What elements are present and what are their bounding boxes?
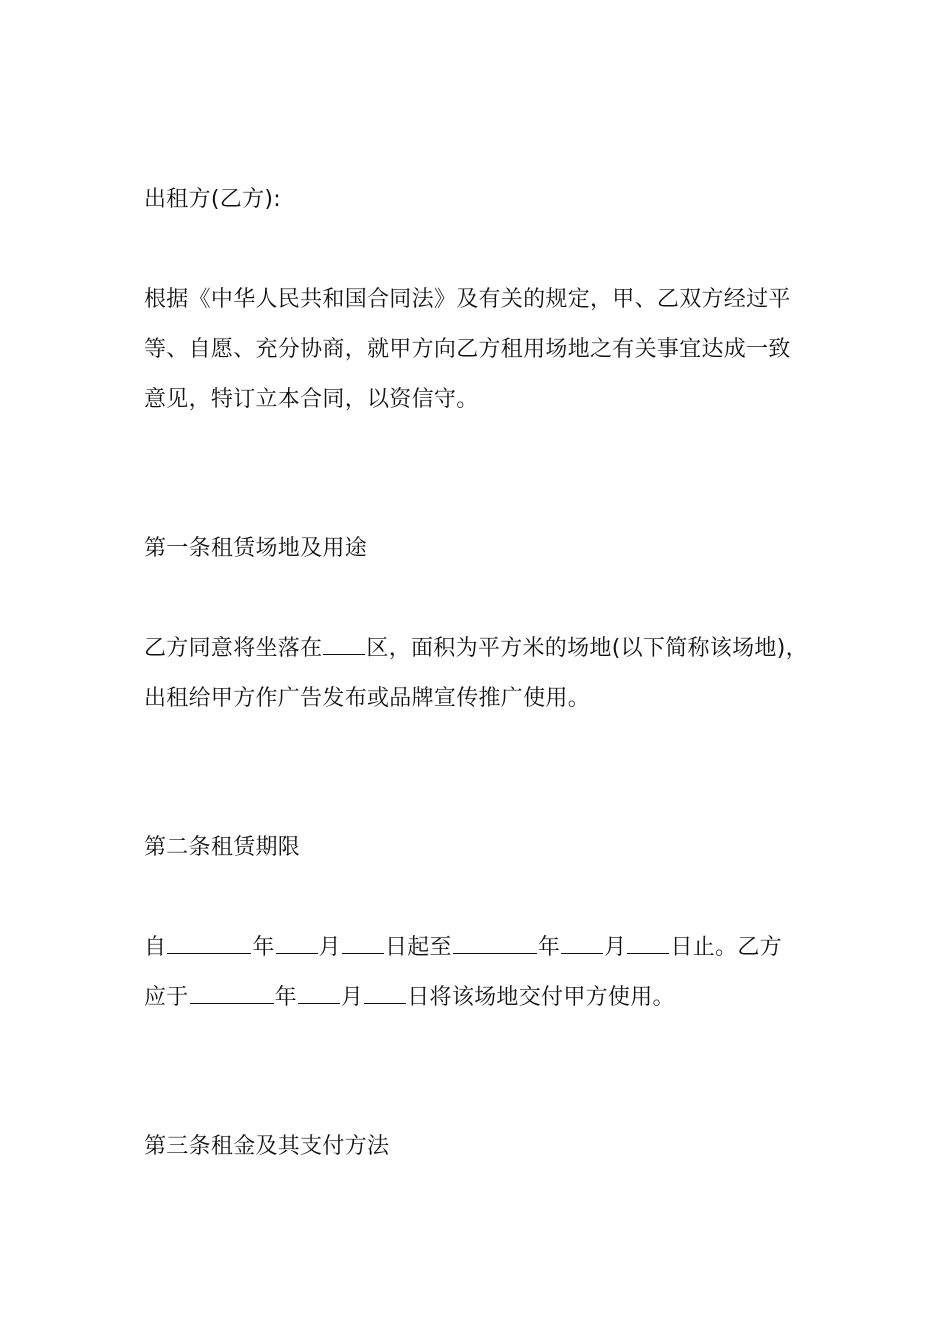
article-1-text-a: 乙方同意将坐落在 xyxy=(144,636,323,661)
end-month-blank xyxy=(561,935,603,954)
article-2-line-2 xyxy=(144,984,675,1012)
text-day-until: 日起至 xyxy=(384,935,452,960)
text-month: 月 xyxy=(318,935,341,960)
article-2-line-1 xyxy=(144,934,782,962)
text-day-end: 日止。乙方 xyxy=(670,935,782,960)
start-year-blank xyxy=(167,935,251,954)
lessor-label: 出租方(乙方): xyxy=(144,187,281,212)
text-year: 年 xyxy=(537,935,561,960)
preamble-line-2: 等、自愿、充分协商，就甲方向乙方租用场地之有关事宜达成一致 xyxy=(144,337,791,362)
end-day-blank xyxy=(627,935,669,954)
text-should-on: 应于 xyxy=(144,985,189,1010)
district-blank xyxy=(323,636,365,655)
preamble-line-3: 意见，特订立本合同，以资信守。 xyxy=(144,387,479,412)
preamble-line-1: 根据《中华人民共和国合同法》及有关的规定，甲、乙双方经过平 xyxy=(144,287,791,312)
start-month-blank xyxy=(276,935,318,954)
article-1-heading: 第一条租赁场地及用途 xyxy=(144,536,368,561)
delivery-day-blank xyxy=(364,985,406,1004)
text-delivery: 日将该场地交付甲方使用。 xyxy=(407,985,675,1010)
delivery-month-blank xyxy=(298,985,340,1004)
delivery-year-blank xyxy=(190,985,274,1004)
text-year: 年 xyxy=(274,985,297,1010)
text-month: 月 xyxy=(604,935,627,960)
end-year-blank xyxy=(453,935,537,954)
article-3-heading: 第三条租金及其支付方法 xyxy=(144,1134,390,1159)
text-from: 自 xyxy=(144,935,167,960)
start-day-blank xyxy=(342,935,384,954)
article-2-heading: 第二条租赁期限 xyxy=(144,835,301,860)
text-month: 月 xyxy=(340,985,364,1010)
article-1-text-b: 区，面积为平方米的场地(以下简称该场地)， xyxy=(366,636,808,661)
text-year: 年 xyxy=(252,935,275,960)
article-1-line-2: 出租给甲方作广告发布或品牌宣传推广使用。 xyxy=(144,686,591,711)
article-1-line-1 xyxy=(144,635,808,663)
